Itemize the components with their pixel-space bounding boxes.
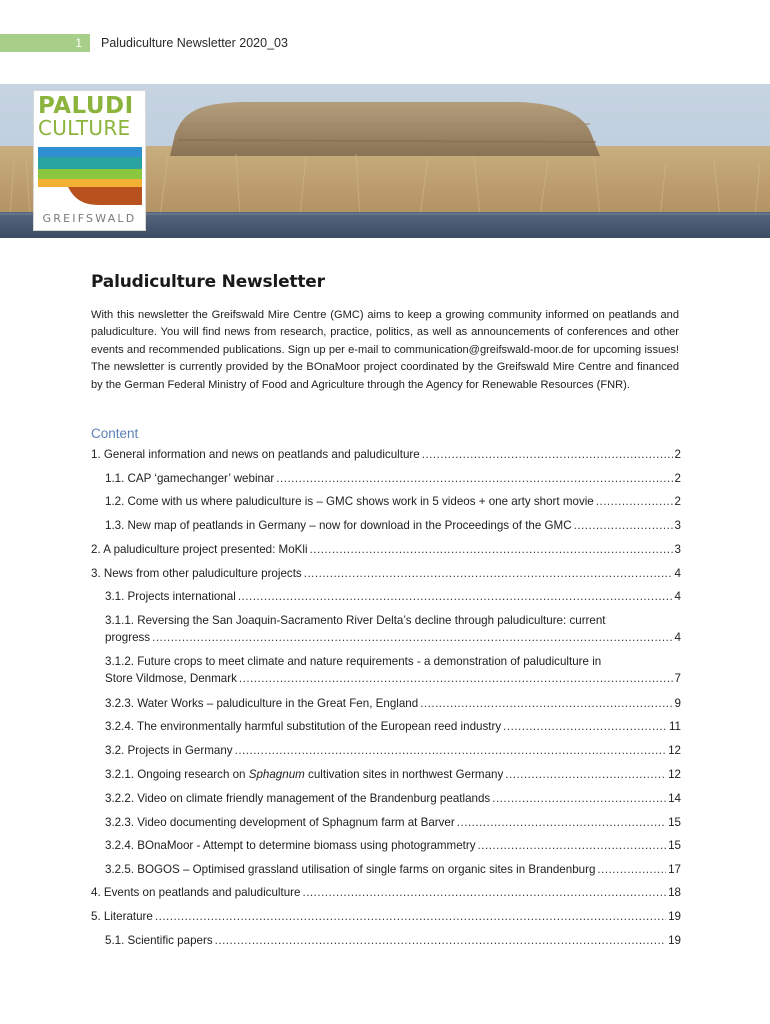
- toc-entry[interactable]: [105, 612, 681, 646]
- toc-page-number: 4: [674, 567, 681, 580]
- toc-entry[interactable]: [105, 790, 681, 807]
- toc-entry[interactable]: [105, 814, 681, 831]
- toc-leader-dots: [152, 629, 672, 646]
- toc-leader-dots: [239, 670, 673, 687]
- toc-page-number: 11: [668, 720, 681, 733]
- toc-entry[interactable]: [105, 695, 681, 712]
- toc-page-number: 4: [674, 631, 681, 644]
- toc-page-number: 3: [674, 519, 681, 532]
- toc-entry-text-line1: 3.1.1. Reversing the San Joaquin-Sacramento River Delta’s decline through paludiculture: current: [105, 614, 606, 627]
- toc-entry[interactable]: [105, 861, 681, 878]
- toc-text-after: cultivation sites in northwest Germany: [304, 768, 504, 781]
- toc-entry[interactable]: [105, 837, 681, 854]
- toc-entry-text: 3.2.4. The environmentally harmful substitution of the European reed industry: [105, 720, 502, 733]
- logo-landscape-icon: [38, 147, 142, 205]
- toc-entry-text: 4. Events on peatlands and paludiculture: [91, 886, 301, 899]
- toc-leader-dots: [457, 814, 666, 831]
- toc-entry[interactable]: [105, 588, 681, 605]
- toc-entry-text: 3. News from other paludiculture projects: [91, 567, 302, 580]
- toc-text-italic: Sphagnum: [248, 768, 305, 781]
- logo-text-greifswald: GREIFSWALD: [42, 212, 137, 225]
- toc-entry-text: 2. A paludiculture project presented: MoKli: [91, 543, 308, 556]
- toc-entry[interactable]: [91, 884, 681, 901]
- toc-entry-text: 3.1. Projects international: [105, 590, 236, 603]
- toc-entry-text: 3.2.4. BOnaMoor - Attempt to determine biomass using photogrammetry: [105, 839, 476, 852]
- toc-leader-dots: [596, 493, 673, 510]
- toc-leader-dots: [155, 908, 666, 925]
- toc-text-before: 3.2.1. Ongoing research on: [105, 768, 249, 781]
- toc-entry[interactable]: [105, 766, 681, 783]
- toc-entry-text: 5. Literature: [91, 910, 153, 923]
- toc-entry[interactable]: [105, 493, 681, 510]
- toc-entry-text: 1.2. Come with us where paludiculture is – GMC shows work in 5 videos + one arty short movie: [105, 495, 594, 508]
- toc-page-number: 2: [674, 495, 681, 508]
- toc-page-number: 2: [674, 472, 681, 485]
- toc-entry-text: 5.1. Scientific papers: [105, 934, 213, 947]
- toc-page-number: 12: [668, 768, 681, 781]
- toc-page-number: 3: [674, 543, 681, 556]
- toc-entry[interactable]: [91, 446, 681, 463]
- toc-page-number: 15: [668, 816, 681, 829]
- toc-leader-dots: [215, 932, 666, 949]
- toc-page-number: 4: [674, 590, 681, 603]
- paludiculture-logo: [33, 90, 146, 231]
- page-number: 1: [75, 36, 82, 50]
- toc-entry[interactable]: [105, 932, 681, 949]
- newsletter-intro-section: [91, 272, 679, 394]
- toc-entry[interactable]: [105, 470, 681, 487]
- toc-entry-text: 1.3. New map of peatlands in Germany – now for download in the Proceedings of the GMC: [105, 519, 572, 532]
- toc-page-number: 15: [668, 839, 681, 852]
- toc-entry-text: [105, 766, 503, 783]
- running-header-title: Paludiculture Newsletter 2020_03: [101, 36, 288, 50]
- newsletter-title: Paludiculture Newsletter: [91, 272, 325, 292]
- toc-entry[interactable]: [91, 908, 681, 925]
- toc-entry-text: progress: [105, 631, 151, 644]
- toc-leader-dots: [302, 884, 666, 901]
- toc-leader-dots: [310, 541, 673, 558]
- toc-leader-dots: [235, 742, 667, 759]
- toc-entry-text-line1: 3.1.2. Future crops to meet climate and nature requirements - a demonstration of paludiculture in: [105, 655, 602, 668]
- toc-leader-dots: [422, 446, 673, 463]
- toc-page-number: 12: [668, 744, 681, 757]
- toc-page-number: 19: [668, 934, 681, 947]
- toc-entry-text: 1. General information and news on peatlands and paludiculture: [91, 448, 420, 461]
- toc-entry[interactable]: [105, 742, 681, 759]
- toc-leader-dots: [492, 790, 666, 807]
- toc-entry-text: 1.1. CAP ‘gamechanger’ webinar: [105, 472, 275, 485]
- page-number-tab: [0, 34, 90, 52]
- toc-leader-dots: [505, 766, 666, 783]
- toc-leader-dots: [597, 861, 666, 878]
- toc-entry[interactable]: [105, 718, 681, 735]
- toc-leader-dots: [574, 517, 673, 534]
- toc-entry-text: 3.2.3. Video documenting development of Sphagnum farm at Barver: [105, 816, 455, 829]
- toc-entry[interactable]: [91, 541, 681, 558]
- logo-text-culture: CULTURE: [38, 116, 131, 140]
- toc-leader-dots: [420, 695, 672, 712]
- toc-leader-dots: [238, 588, 673, 605]
- intro-paragraph: With this newsletter the Greifswald Mire Centre (GMC) aims to keep a growing community informed on peatlands and paludiculture. You will find news from research, practice, politics, as well as announcements of conferences and other events and recommended publications. Sign up per e-mail to communication@greifswald-moor.de for upcoming issues! The newsletter is currently provided by the BOnaMoor project coordinated by the Greifswald Mire Centre and financed by the German Federal Ministry of Food and Agriculture through the Agency for Renewable Resources (FNR).: [91, 309, 679, 391]
- toc-leader-dots: [503, 718, 667, 735]
- toc-entry-text: 3.2. Projects in Germany: [105, 744, 233, 757]
- toc-page-number: 7: [674, 672, 681, 685]
- toc-entry-text: Store Vildmose, Denmark: [105, 672, 237, 685]
- toc-page-number: 17: [668, 863, 681, 876]
- toc-entry[interactable]: [105, 517, 681, 534]
- toc-entry-text: 3.2.2. Video on climate friendly management of the Brandenburg peatlands: [105, 792, 491, 805]
- page-header: [0, 34, 770, 54]
- toc-leader-dots: [478, 837, 667, 854]
- toc-entry-text: 3.2.3. Water Works – paludiculture in the Great Fen, England: [105, 697, 419, 710]
- toc-page-number: 9: [674, 697, 681, 710]
- toc-entry[interactable]: [91, 565, 681, 582]
- toc-page-number: 19: [668, 910, 681, 923]
- toc-page-number: 2: [674, 448, 681, 461]
- toc-page-number: 18: [668, 886, 681, 899]
- toc-entry[interactable]: [105, 653, 681, 687]
- toc-entry-text: 3.2.5. BOGOS – Optimised grassland utilisation of single farms on organic sites in Brandenburg: [105, 863, 596, 876]
- toc-leader-dots: [276, 470, 672, 487]
- logo-text-paludi: PALUDI: [38, 93, 134, 119]
- toc-page-number: 14: [668, 792, 681, 805]
- toc-leader-dots: [304, 565, 673, 582]
- toc-heading: Content: [91, 426, 139, 441]
